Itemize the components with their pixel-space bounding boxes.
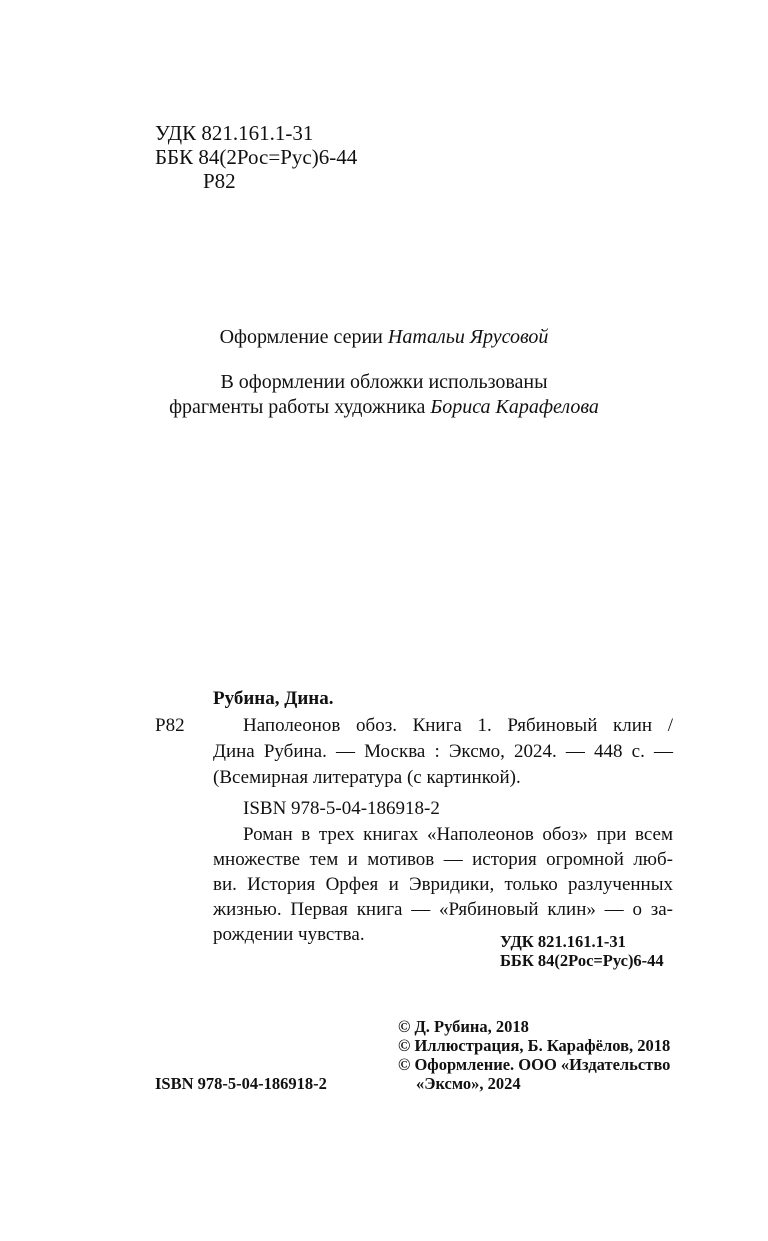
annotation-line: множестве тем и мотивов — история огромной люб- [213, 849, 673, 870]
catalog-description-line: Наполеонов обоз. Книга 1. Рябиновый клин / [243, 715, 673, 736]
cover-credit-line-2 [0, 392, 768, 422]
cover-artist-name: Бориса Карафелова [430, 396, 599, 418]
annotation-line: ви. История Орфея и Эвридики, только разлученных [213, 874, 673, 895]
copyright-line: «Эксмо», 2024 [416, 1074, 521, 1093]
catalog-description-line: Дина Рубина. — Москва : Эксмо, 2024. — 448 с. — [213, 741, 673, 762]
series-designer-name: Натальи Ярусовой [387, 326, 549, 348]
cover-credit-line-1: В оформлении обложки использованы [220, 371, 548, 393]
catalog-author-mark: Р82 [155, 715, 185, 736]
copyright-line: © Д. Рубина, 2018 [398, 1017, 529, 1036]
catalog-udk: УДК 821.161.1-31 [500, 932, 626, 951]
author-mark: Р82 [203, 169, 236, 193]
udk-code: УДК 821.161.1-31 [155, 121, 314, 145]
annotation-line: Роман в трех книгах «Наполеонов обоз» при всем [243, 824, 673, 845]
catalog-description-line: (Всемирная литература (с картинкой). [213, 767, 521, 788]
bbk-code: ББК 84(2Рос=Рус)6-44 [155, 145, 358, 169]
annotation-line: рождении чувства. [213, 924, 365, 945]
annotation-line: жизнью. Первая книга — «Рябиновый клин» — о за- [213, 899, 673, 920]
copyright-line: © Иллюстрация, Б. Карафёлов, 2018 [398, 1036, 671, 1055]
catalog-author-heading: Рубина, Дина. [213, 688, 334, 709]
copyright-isbn: ISBN 978-5-04-186918-2 [155, 1074, 327, 1093]
cover-credit-prefix: фрагменты работы художника [169, 396, 431, 418]
copyright-line: © Оформление. ООО «Издательство [398, 1055, 671, 1074]
series-design-credit [0, 322, 768, 352]
series-design-prefix: Оформление серии [219, 326, 388, 348]
catalog-bbk: ББК 84(2Рос=Рус)6-44 [500, 951, 664, 970]
catalog-isbn: ISBN 978-5-04-186918-2 [243, 798, 440, 819]
